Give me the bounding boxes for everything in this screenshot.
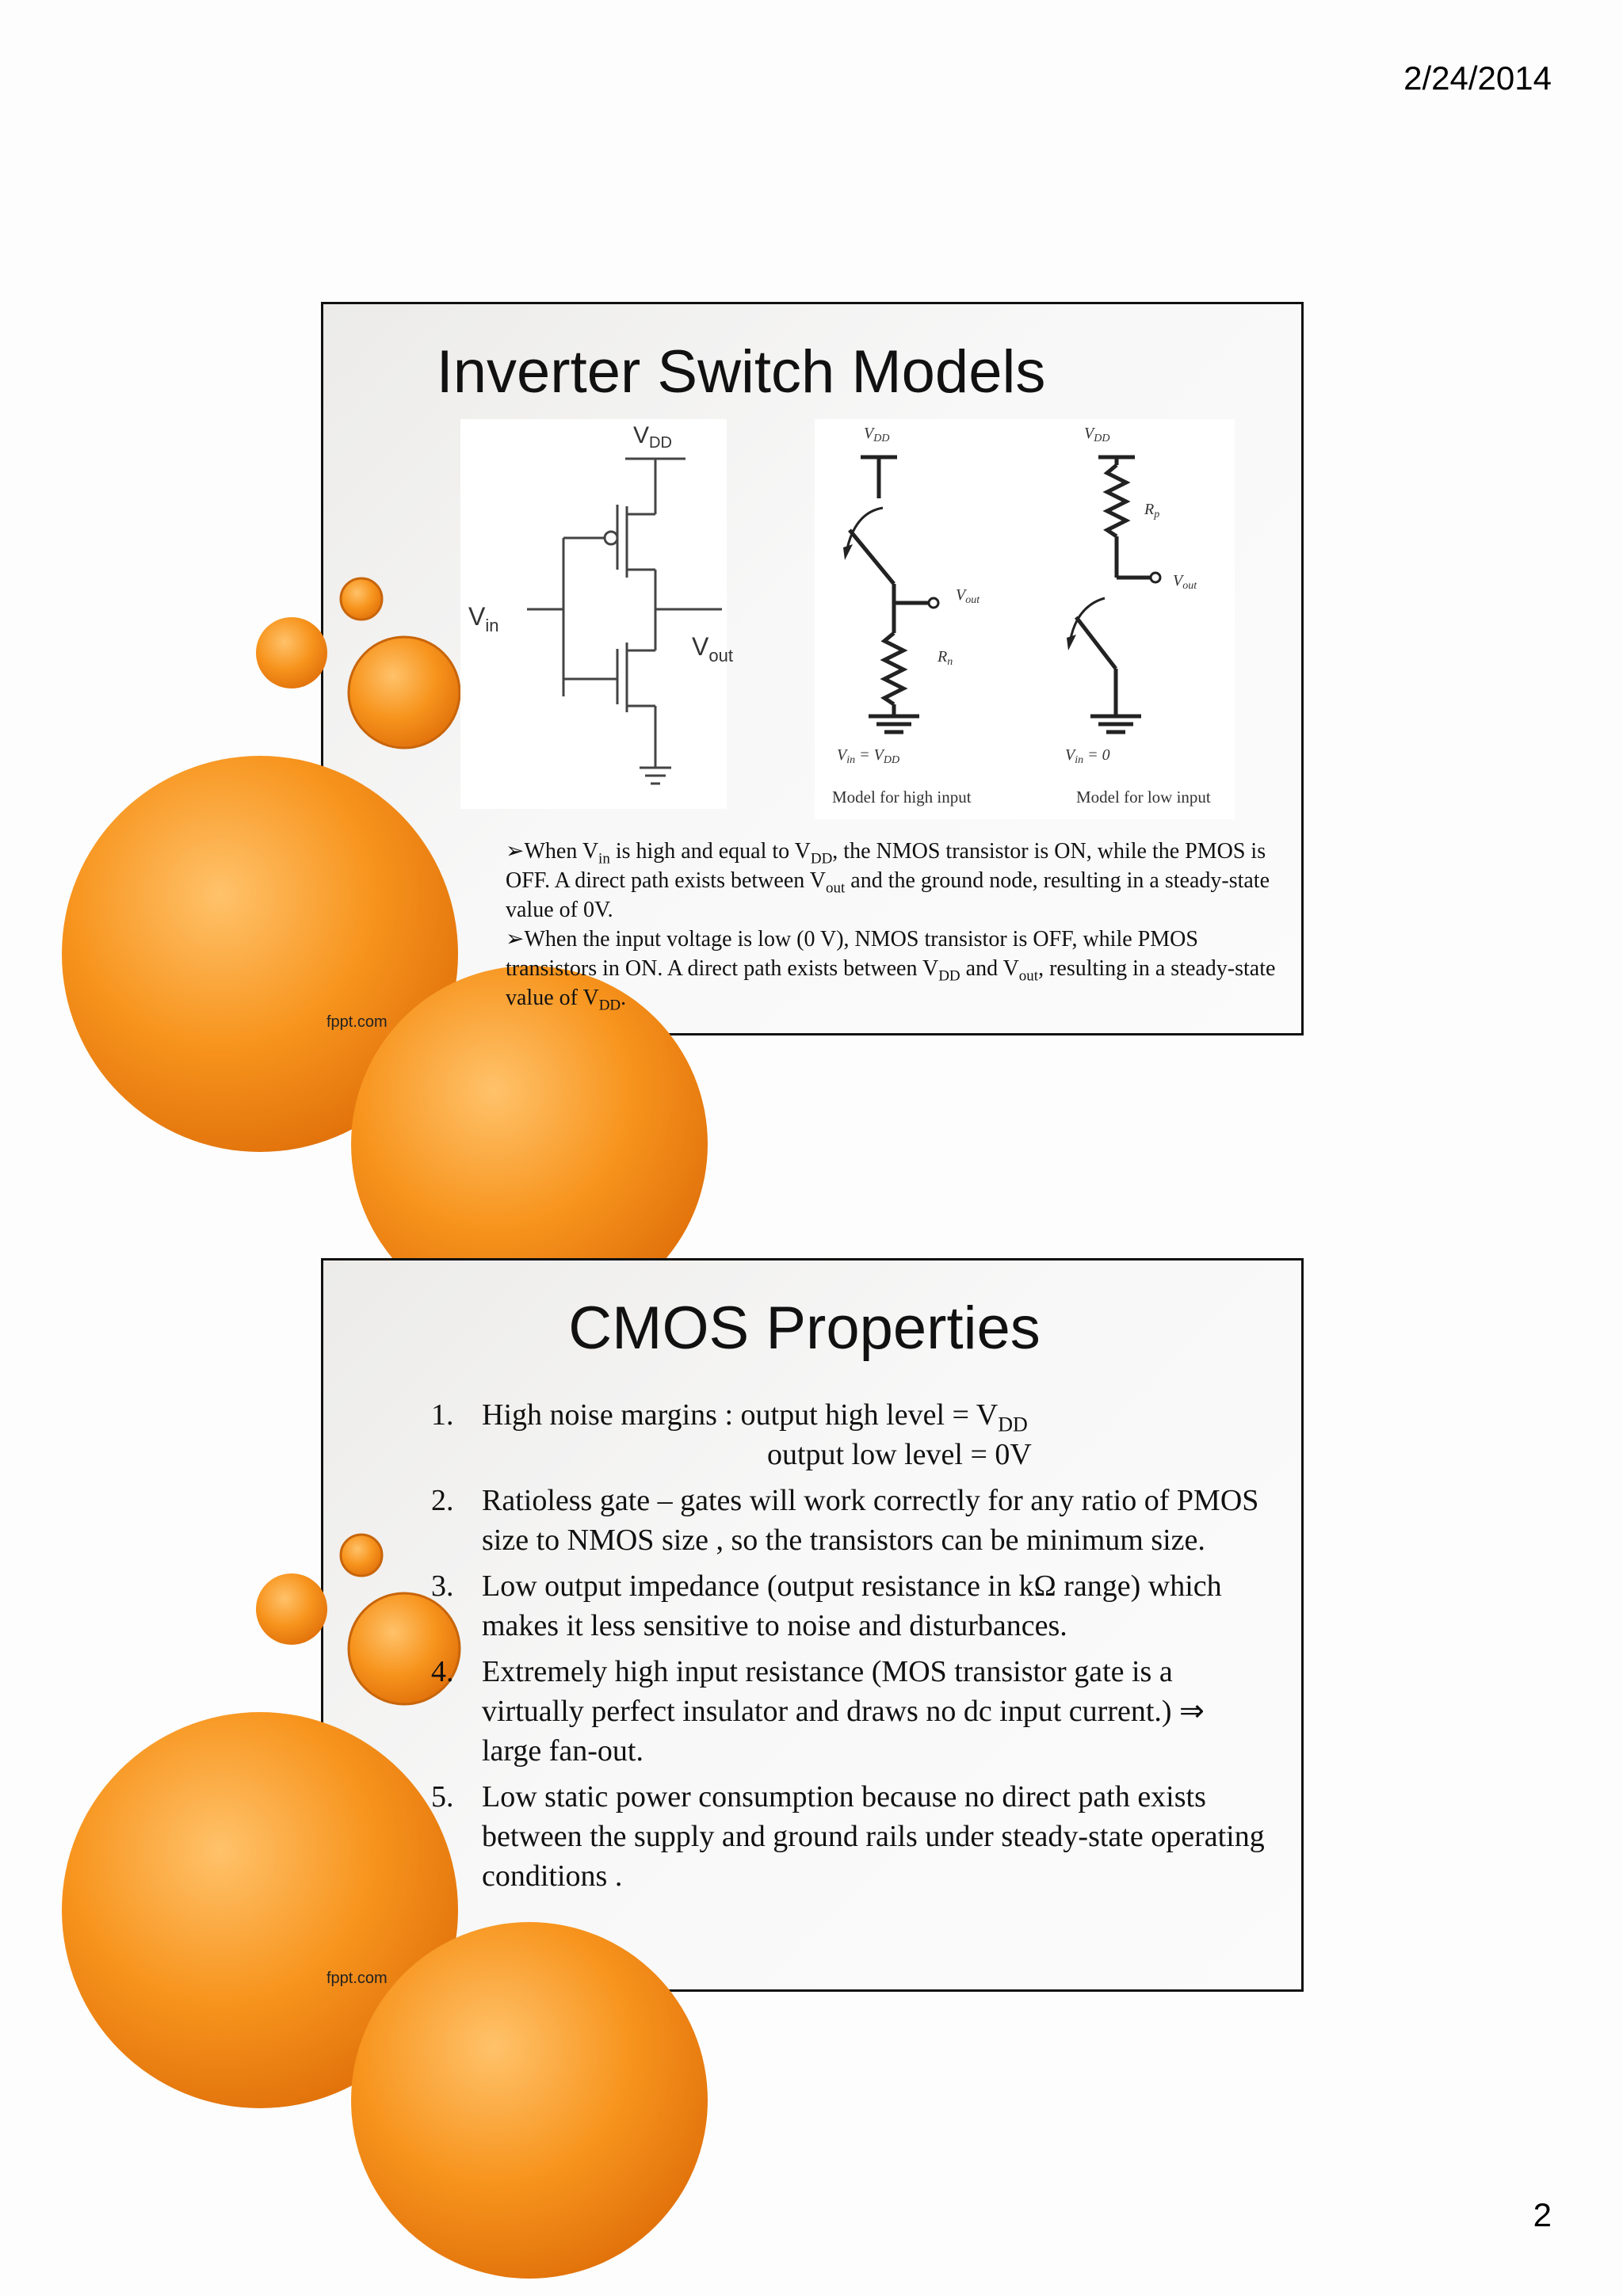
vin-label: $V_{in}$ [468,602,499,635]
page-number: 2 [1533,2196,1552,2233]
svg-text:Vin = VDD: $V_{in} = V_{DD}$ [837,746,900,766]
list-item: 2. Ratioless gate – gates will work correctly for any ratio of PMOS size to NMOS size , so the transistors can be minimum size. [431,1484,1259,1557]
vdd-label: $V_{DD}$ [633,422,672,452]
slide-cmos-properties [321,1258,1304,1992]
high-input-model [832,425,980,807]
note-low-input: ➢When the input voltage is low (0 V), NMOS transistor is OFF, while PMOS transistors in ON. A direct path exists between $V_{DD}$ and $V_{out}$, resulting in a steady-state value of $V_{DD}$. [506,927,1276,1014]
svg-text:Rp: $R_p$ [1144,501,1160,521]
svg-text:VDD: $V_{DD}$ [1084,425,1110,444]
page-date: 2/24/2014 [1403,59,1552,97]
cmos-inverter-schematic [460,419,733,809]
svg-text:Model for low input: Model for low input [1076,788,1211,807]
switch-model-diagrams [815,419,1235,819]
note-high-input: ➢When $V_{in}$ is high and equal to $V_{DD}$, the NMOS transistor is ON, while the PMOS is OFF. A direct path exists between $V_{out}$ and the ground node, resulting in a steady-state value of 0V. [506,839,1270,922]
svg-text:Rn: $R_n$ [938,648,953,668]
list-item: 3. Low output impedance (output resistance in kΩ range) which makes it less sensitive to noise and disturbances. [431,1569,1222,1642]
svg-text:Vin = 0: $V_{in} = 0$ [1065,746,1110,766]
slide-inverter-switch-models [321,302,1304,1035]
svg-text:Vout: $V_{out}$ [956,586,980,606]
slide1-notes [506,837,1282,1013]
svg-text:Vout: $V_{out}$ [1173,572,1197,592]
vout-label: $V_{out}$ [692,632,733,666]
list-item: 1. High noise margins : output high level = $V_{DD}$ output low level = 0V [431,1398,1032,1471]
list-item: 5. Low static power consumption because no direct path exists between the supply and ground rails under steady-state operating conditions . [431,1780,1265,1893]
list-item: 4. Extremely high input resistance (MOS transistor gate is a virtually perfect insulator and draws no dc input current.) ⇒ large fan-out. [431,1655,1205,1768]
slide-title: Inverter Switch Models [436,338,1046,406]
cmos-properties-list [371,1395,1266,1902]
fppt-watermark: fppt.com [327,1013,388,1031]
slide-title: CMOS Properties [568,1295,1041,1362]
fppt-watermark: fppt.com [327,1970,388,1987]
svg-text:VDD: $V_{DD}$ [864,425,890,444]
low-input-model [1065,425,1211,807]
svg-text:Model for high input: Model for high input [832,788,972,807]
